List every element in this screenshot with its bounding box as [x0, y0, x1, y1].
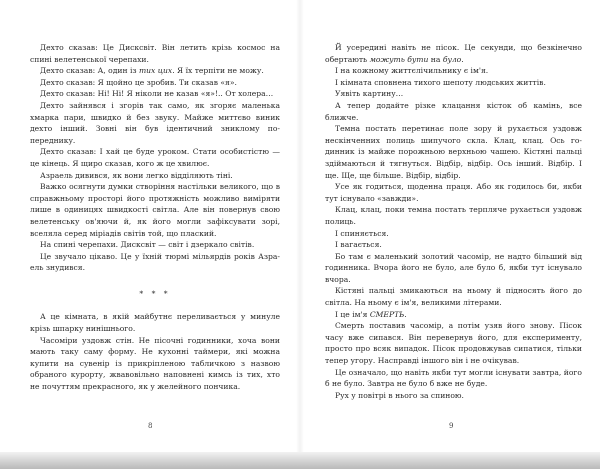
page-number-right: 9 — [449, 422, 454, 430]
paragraph: Кістяні пальці змикаються на ньому й підносять його до світла. На ньому є ім'я, великими літерами. — [325, 286, 582, 308]
paragraph: І це ім'я СМЕРТЬ. — [335, 309, 407, 319]
paragraph: Рух у повітрі в нього за спиною. — [335, 390, 464, 400]
paragraph: Дехто сказав: Це Дисксвіт. Він летить крізь космос на спині велетенської черепахи. — [30, 43, 280, 64]
paragraph: Смерть поставив часомір, а потім узяв його знову. Пісок часу вже сипався. Він перевернув його, для експерименту, просто про всяк випадок. Пісок продовжував сипатися, тільки тепер угору. Насправді іншого він і не очікував. — [325, 321, 582, 366]
right-page — [325, 42, 582, 401]
section-separator: * * * — [139, 288, 171, 298]
book-gutter — [296, 0, 304, 452]
paragraph: Важко осягнути думки створіння настільки великого, що в справжньому просторі його протяжність можливо виміряти лише в одиницях швидкості світла. Але він повернув свою велетенську ов'яючи й, як його могли зафіксувати зорі, вселяла серед міріадів світів той, що плаский. — [30, 182, 280, 238]
paragraph: А це кімната, в якій майбутнє переливається у минуле крізь шпарку нинішнього. — [30, 312, 280, 334]
paragraph: Це звучало цікаво. Це у їхній тюрмі мільярдів років Азраель знудився. — [30, 251, 280, 273]
paragraph: Уявіть картину… — [335, 89, 404, 99]
paragraph: Дехто зайнявся і згорів так само, як згоряє маленька хмарка пари, швидко й без звуку. Майже миттєво виник дехто інший. Зовні він був ідентичний зниклому попереднику. — [30, 100, 280, 145]
paragraph: А тепер додайте різке клацання кісток об камінь, все ближче. — [325, 100, 582, 122]
paragraph: І кімната сповнена тихого шепоту людських життів. — [335, 77, 546, 87]
paragraph: Дехто сказав: Ні! Ні! Я ніколи не казав «я»!.. От холера… — [40, 89, 274, 99]
paragraph: Це означало, що навіть якби тут могли існувати завтра, його б не було. Завтра не було б вже не буде. — [325, 367, 582, 389]
paragraph: Дехто сказав: А, один із тих цих. Я їх терпіти не можу. — [40, 66, 264, 76]
page-bottom-shadow — [0, 452, 600, 469]
paragraph: Азраель дивився, як вони легко відділяють тіні. — [40, 170, 233, 180]
paragraph: Часоміри уздовж стін. Не пісочні годинники, хоча вони мають таку саму форму. Не кухонні таймери, які можна купити на сувенір із прикріпленою табличкою з назвою обраного курорту, жвавовільно наповнені кимсь із тих, хто не почуттям прекрасного, як у желейного пончика. — [30, 335, 280, 392]
paragraph: Дехто сказав: І хай це буде уроком. Стати особистістю — це кінець. Я щиро сказав, кого ж це хвилює. — [30, 147, 280, 168]
paragraph: Бо там є маленький золотий часомір, не надто більший від годинника. Вчора його не було, але було б, якби тут існувало вчора. — [325, 251, 582, 284]
paragraph: І спиняється. — [335, 228, 389, 238]
paragraph: Темна постать перетинає поле зору й рухається уздовж нескінченних полиць шипучого скла. Клац, клац. Ось годинник із майже порожньою верхньою чашею. Кістяні пальці здіймаються й тягнуться. Відбір, відбір. Ось інший. Відбір. І ще. Ще, ще більше. Відбір, відбір. — [325, 124, 582, 180]
paragraph: Усе як годиться, щоденна праця. Або як годилось би, якби тут існувало «завжди». — [325, 182, 582, 203]
paragraph: Клац, клац, поки темна постать терпляче рухається уздовж полиць. — [325, 205, 582, 226]
paragraph: На спині черепахи. Дисксвіт — світ і дзеркало світів. — [40, 240, 255, 250]
paragraph: І на кожному життєлічильнику є ім'я. — [335, 66, 489, 76]
page-number-left: 8 — [148, 422, 153, 430]
left-page — [30, 42, 280, 393]
paragraph: І вагається. — [335, 240, 382, 250]
paragraph: Й усередині навіть не пісок. Це секунди, що безкінечно обертають можуть бути на було. — [325, 43, 582, 64]
paragraph: Дехто сказав: Я щойно це зробив. Ти сказав «я». — [40, 77, 237, 87]
